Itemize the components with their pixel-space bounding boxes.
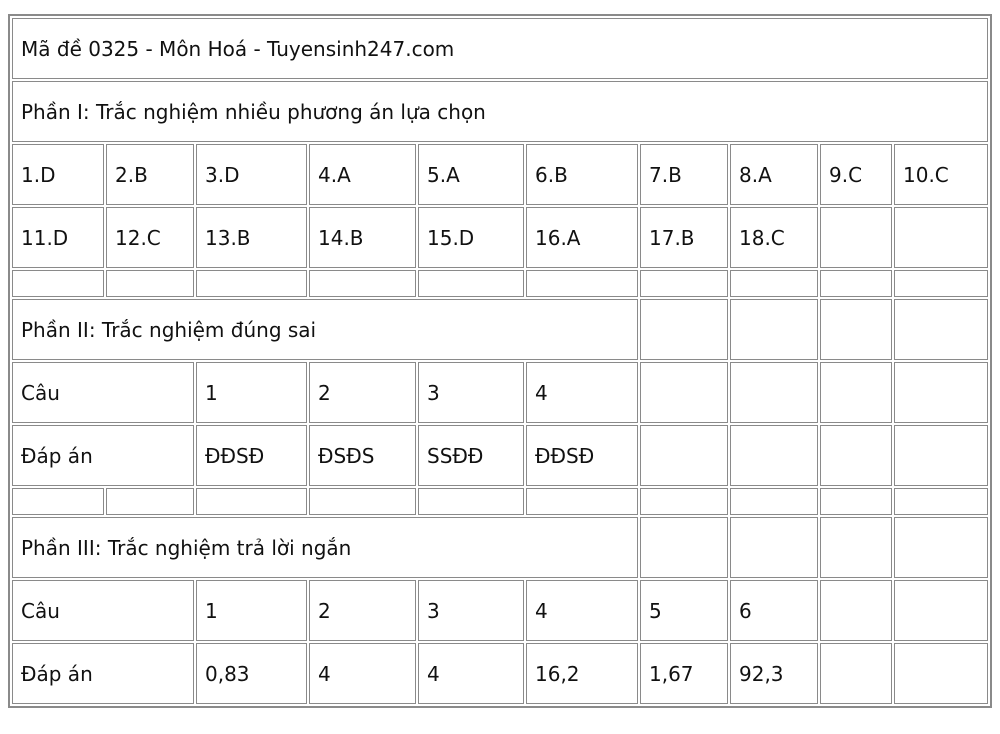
answer-label: Đáp án	[12, 425, 194, 486]
empty-cell	[894, 207, 988, 268]
empty-cell	[894, 270, 988, 297]
empty-cell	[820, 580, 892, 641]
empty-cell	[894, 517, 988, 578]
answer-cell: 4	[418, 643, 524, 704]
answer-cell: 9.C	[820, 144, 892, 205]
answer-cell: 0,83	[196, 643, 307, 704]
empty-cell	[106, 270, 194, 297]
part1-answer-row-2	[12, 207, 988, 268]
empty-cell	[820, 270, 892, 297]
answer-cell: 5.A	[418, 144, 524, 205]
empty-cell	[730, 425, 818, 486]
part2-heading-row	[12, 299, 988, 360]
answer-cell: 6.B	[526, 144, 638, 205]
empty-cell	[418, 270, 524, 297]
empty-cell	[894, 425, 988, 486]
answer-cell: 3.D	[196, 144, 307, 205]
part3-question-row	[12, 580, 988, 641]
answer-cell: 17.B	[640, 207, 728, 268]
answer-cell: 1.D	[12, 144, 104, 205]
empty-cell	[894, 362, 988, 423]
answer-cell: 4	[309, 643, 416, 704]
question-number: 6	[730, 580, 818, 641]
answer-cell: 18.C	[730, 207, 818, 268]
empty-cell	[526, 488, 638, 515]
part3-answer-row	[12, 643, 988, 704]
spacer-row	[12, 270, 988, 297]
answer-cell: 2.B	[106, 144, 194, 205]
empty-cell	[894, 299, 988, 360]
empty-cell	[640, 425, 728, 486]
empty-cell	[12, 488, 104, 515]
answer-cell: ĐĐSĐ	[526, 425, 638, 486]
answer-cell: 7.B	[640, 144, 728, 205]
title-row	[12, 18, 988, 79]
empty-cell	[730, 517, 818, 578]
answer-cell: 4.A	[309, 144, 416, 205]
question-number: 4	[526, 580, 638, 641]
empty-cell	[640, 362, 728, 423]
answer-label: Đáp án	[12, 643, 194, 704]
empty-cell	[730, 362, 818, 423]
part1-heading: Phần I: Trắc nghiệm nhiều phương án lựa chọn	[12, 81, 988, 142]
answer-cell: ĐSĐS	[309, 425, 416, 486]
empty-cell	[820, 299, 892, 360]
question-number: 5	[640, 580, 728, 641]
question-number: 3	[418, 580, 524, 641]
answer-cell: 8.A	[730, 144, 818, 205]
answer-cell: 92,3	[730, 643, 818, 704]
empty-cell	[820, 207, 892, 268]
empty-cell	[196, 270, 307, 297]
answer-cell: 14.B	[309, 207, 416, 268]
answer-key-table	[8, 14, 992, 708]
answer-cell: 1,67	[640, 643, 728, 704]
empty-cell	[196, 488, 307, 515]
empty-cell	[526, 270, 638, 297]
empty-cell	[640, 299, 728, 360]
empty-cell	[730, 299, 818, 360]
empty-cell	[730, 488, 818, 515]
empty-cell	[640, 270, 728, 297]
question-label: Câu	[12, 362, 194, 423]
part1-answer-row-1	[12, 144, 988, 205]
empty-cell	[309, 270, 416, 297]
answer-cell: 10.C	[894, 144, 988, 205]
answer-cell: 11.D	[12, 207, 104, 268]
empty-cell	[12, 270, 104, 297]
answer-cell: 16,2	[526, 643, 638, 704]
answer-cell: SSĐĐ	[418, 425, 524, 486]
part2-answer-row	[12, 425, 988, 486]
answer-cell: ĐĐSĐ	[196, 425, 307, 486]
empty-cell	[894, 643, 988, 704]
empty-cell	[640, 517, 728, 578]
answer-cell: 15.D	[418, 207, 524, 268]
part2-heading: Phần II: Trắc nghiệm đúng sai	[12, 299, 638, 360]
part2-question-row	[12, 362, 988, 423]
answer-cell: 13.B	[196, 207, 307, 268]
empty-cell	[894, 488, 988, 515]
part1-heading-row	[12, 81, 988, 142]
empty-cell	[418, 488, 524, 515]
empty-cell	[820, 362, 892, 423]
answer-cell: 12.C	[106, 207, 194, 268]
question-label: Câu	[12, 580, 194, 641]
empty-cell	[820, 517, 892, 578]
empty-cell	[820, 643, 892, 704]
spacer-row	[12, 488, 988, 515]
question-number: 2	[309, 362, 416, 423]
empty-cell	[640, 488, 728, 515]
empty-cell	[106, 488, 194, 515]
empty-cell	[820, 425, 892, 486]
part3-heading-row	[12, 517, 988, 578]
empty-cell	[309, 488, 416, 515]
empty-cell	[894, 580, 988, 641]
question-number: 4	[526, 362, 638, 423]
page-title: Mã đề 0325 - Môn Hoá - Tuyensinh247.com	[12, 18, 988, 79]
question-number: 2	[309, 580, 416, 641]
empty-cell	[730, 270, 818, 297]
empty-cell	[820, 488, 892, 515]
answer-cell: 16.A	[526, 207, 638, 268]
question-number: 3	[418, 362, 524, 423]
part3-heading: Phần III: Trắc nghiệm trả lời ngắn	[12, 517, 638, 578]
question-number: 1	[196, 362, 307, 423]
question-number: 1	[196, 580, 307, 641]
